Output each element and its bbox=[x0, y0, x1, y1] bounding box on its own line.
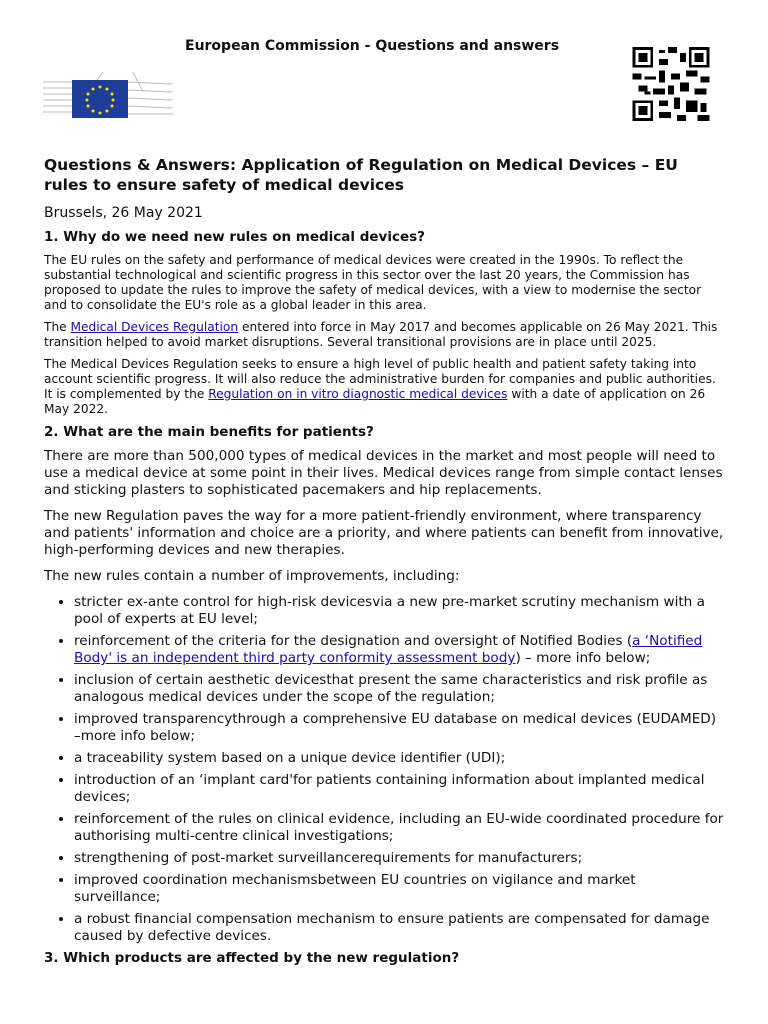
paragraph: The new rules contain a number of improvements, including: bbox=[44, 568, 460, 584]
section-1-heading: 1. Why do we need new rules on medical devices? bbox=[44, 229, 426, 245]
paragraph: There are more than 500,000 types of medical devices in the market and most people will need to use a medical device at some point in their lives. Medical devices range from simple contact lenses and sticking plasters to sophisticated pacemakers and hip replacements. bbox=[44, 448, 723, 498]
text: with a date of application on 26 May 2022. bbox=[44, 387, 706, 416]
list-item: • a robust financial compensation mechanism to ensure patients are compensated for damage caused by defective devices. bbox=[74, 911, 724, 945]
list-item: • introduction of an ‘implant card'for patients containing information about implanted medical devices; bbox=[74, 772, 724, 806]
text: ) – more info below; bbox=[515, 650, 651, 666]
document-body bbox=[44, 155, 724, 974]
qr-code-icon bbox=[632, 47, 710, 121]
paragraph: The EU rules on the safety and performance of medical devices were created in the 1990s. To reflect the substantial technological and scientific progress in this sector over the last 20 years, the Commission has proposed to update the rules to improve the safety of medical devices, with a view to modernise the sector and to consolidate the EU's role as a global leader in this area. bbox=[44, 253, 702, 312]
list-item: • a traceability system based on a unique device identifier (UDI); bbox=[74, 750, 724, 767]
notified-body-link[interactable]: a ‘Notified Body' is an independent third party conformity assessment body bbox=[74, 633, 703, 666]
text: reinforcement of the criteria for the designation and oversight of Notified Bodies ( bbox=[74, 633, 633, 649]
section-2-heading: 2. What are the main benefits for patients? bbox=[44, 424, 374, 440]
text: The bbox=[44, 320, 71, 334]
text: The Medical Devices Regulation seeks to ensure a high level of public health and patient safety taking into account scientific progress. It will also reduce the administrative burden for companies and public authorities. It is complemented by the bbox=[44, 357, 716, 401]
ivd-regulation-link[interactable]: Regulation on in vitro diagnostic medical devices bbox=[208, 387, 508, 401]
improvements-list bbox=[44, 594, 724, 945]
european-commission-logo bbox=[43, 72, 175, 118]
paragraph: The new Regulation paves the way for a more patient-friendly environment, where transparency and patients' information and choice are a priority, and where patients can benefit from innovative, high-performing devices and new therapies. bbox=[44, 508, 724, 558]
paragraph bbox=[44, 320, 724, 350]
list-item: • stricter ex-ante control for high-risk devicesvia a new pre-market scrutiny mechanism with a pool of experts at EU level; bbox=[74, 594, 724, 628]
list-item: • improved coordination mechanismsbetween EU countries on vigilance and market surveillance; bbox=[74, 872, 724, 906]
page-title: Questions & Answers: Application of Regulation on Medical Devices – EU rules to ensure safety of medical devices bbox=[44, 156, 678, 194]
medical-devices-regulation-link[interactable]: Medical Devices Regulation bbox=[70, 320, 239, 334]
section-3-heading: 3. Which products are affected by the new regulation? bbox=[44, 950, 460, 966]
list-item: • improved transparencythrough a comprehensive EU database on medical devices (EUDAMED) –more info below; bbox=[74, 711, 724, 745]
list-item: • reinforcement of the rules on clinical evidence, including an EU-wide coordinated procedure for authorising multi-centre clinical investigations; bbox=[74, 811, 724, 845]
dateline: Brussels, 26 May 2021 bbox=[44, 205, 203, 221]
list-item: • strengthening of post-market surveillancerequirements for manufacturers; bbox=[74, 850, 724, 867]
header-title: European Commission - Questions and answers bbox=[185, 38, 560, 54]
paragraph bbox=[44, 357, 724, 417]
list-item bbox=[74, 633, 724, 667]
text: entered into force in May 2017 and becomes applicable on 26 May 2021. This transition helped to avoid market disruptions. Several transitional provisions are in place until 2025. bbox=[44, 320, 718, 349]
list-item: • inclusion of certain aesthetic devicesthat present the same characteristics and risk profile as analogous medical devices under the scope of the regulation; bbox=[74, 672, 724, 706]
